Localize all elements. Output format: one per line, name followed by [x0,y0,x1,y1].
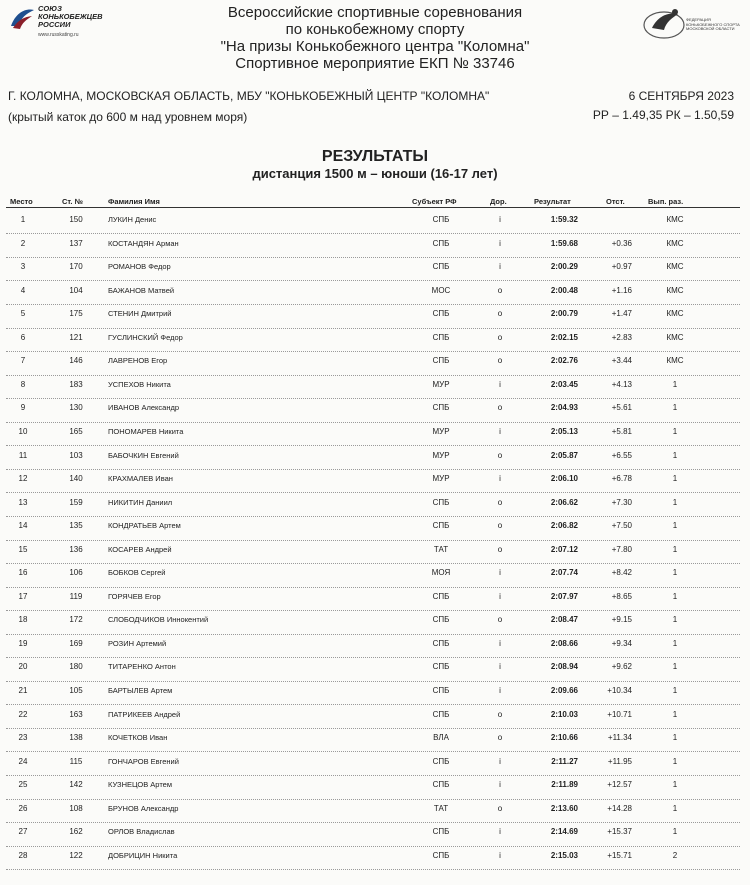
cell-diff: +9.15 [611,615,632,625]
col-rank: Вып. раз. [648,197,684,206]
cell-diff: +2.83 [611,332,632,342]
cell-region: ТАТ [433,803,449,813]
cell-rank: 1 [672,403,678,413]
table-row [6,681,740,705]
cell-name: ПАТРИКЕЕВ Андрей [108,709,181,719]
cell-result: 2:08.47 [550,615,578,625]
cell-region: СПБ [432,780,450,790]
cell-rank: 1 [672,474,678,484]
cell-diff: +8.65 [611,591,632,601]
table-row [6,375,740,399]
cell-result: 2:06.82 [550,521,578,531]
event-title-line2: по конькобежному спорту [285,21,465,38]
cell-name: УСПЕХОВ Никита [108,379,171,389]
cell-place: 26 [18,803,28,813]
cell-place: 15 [18,544,28,554]
table-row [6,210,740,234]
cell-name: КОСТАНДЯН Арман [108,238,179,248]
cell-num: 115 [69,756,83,766]
cell-region: МУР [432,474,450,484]
cell-result: 2:03.45 [550,379,578,389]
cell-region: МОЯ [431,568,451,578]
cell-region: СПБ [432,309,450,319]
cell-num: 159 [69,497,83,507]
table-row [6,446,740,470]
cell-diff: +0.97 [611,262,632,272]
cell-place: 25 [18,780,28,790]
header-divider [6,207,740,208]
table-row [6,351,740,375]
cell-diff: +8.42 [611,568,632,578]
cell-lane: o [497,497,503,507]
cell-region: СПБ [432,615,450,625]
cell-num: 142 [69,780,83,790]
table-row [6,257,740,281]
cell-place: 12 [18,474,28,484]
federation-logo [642,6,742,42]
table-row [6,540,740,564]
col-result: Результат [534,197,571,206]
cell-result: 2:08.94 [550,662,578,672]
cell-rank: 1 [672,686,678,695]
cell-name: СЛОБОДЧИКОВ Иннокентий [108,615,209,625]
cell-rank: 1 [672,591,678,601]
cell-diff: +15.37 [607,827,632,837]
cell-place: 6 [20,332,26,342]
cell-name: БАЖАНОВ Матвей [108,285,175,295]
cell-place: 4 [20,285,26,295]
cell-result: 2:07.12 [550,544,578,554]
cell-num: 169 [69,638,83,648]
cell-rank: КМС [666,215,684,224]
cell-region: СПБ [432,332,450,342]
cell-place: 24 [18,756,28,766]
cell-num: 119 [69,591,83,601]
cell-region: ВЛА [433,733,449,743]
cell-diff: +7.30 [611,497,632,507]
cell-place: 2 [20,238,26,248]
cell-rank: 1 [672,568,678,578]
cell-rank: КМС [666,332,684,342]
cell-rank: 1 [672,426,678,436]
cell-lane: o [497,544,503,554]
cell-lane: i [499,568,501,578]
cell-rank: 1 [672,803,678,813]
table-row [6,328,740,352]
cell-result: 2:05.87 [550,450,578,460]
cell-region: МУР [432,450,450,460]
cell-place: 23 [18,733,28,743]
table-row [6,705,740,729]
cell-diff: +1.16 [611,285,632,295]
cell-result: 2:02.15 [550,332,578,342]
results-title: РЕЗУЛЬТАТЫ [321,148,429,165]
cell-name: ТИТАРЕНКО Антон [108,662,176,672]
cell-name: БАБОЧКИН Евгений [108,450,179,460]
cell-result: 2:00.79 [550,309,578,319]
federation-text: ФЕДЕРАЦИЯ КОНЬКОБЕЖНОГО СПОРТА МОСКОВСКОЙ ОБЛАСТИ [686,17,740,31]
cell-rank: КМС [666,356,684,366]
cell-place: 19 [18,638,28,648]
cell-name: КОНДРАТЬЕВ Артем [108,521,181,531]
cell-lane: o [497,285,503,295]
table-row [6,775,740,799]
cell-result: 2:04.93 [550,403,578,413]
col-diff: Отст. [606,197,625,206]
cell-name: КРАХМАЛЕВ Иван [108,474,173,484]
cell-rank: 1 [672,521,678,531]
table-row [6,728,740,752]
cell-result: 2:11.89 [551,780,578,790]
cell-num: 180 [69,662,83,672]
cell-result: 2:06.10 [550,474,578,484]
cell-region: СПБ [432,238,450,248]
cell-diff: +12.57 [607,780,632,790]
cell-diff: +6.78 [611,474,632,484]
cell-place: 8 [20,379,26,389]
cell-place: 3 [20,262,26,272]
cell-diff: +5.61 [611,403,632,413]
cell-diff: +4.13 [611,379,632,389]
cell-lane: o [497,803,503,813]
cell-result: 2:11.27 [551,756,578,766]
cell-lane: o [497,450,503,460]
table-row [6,846,740,870]
cell-result: 2:07.97 [550,591,578,601]
table-row [6,398,740,422]
cell-num: 104 [69,285,83,295]
cell-lane: i [499,379,501,389]
col-lane: Дор. [490,197,507,206]
table-row [6,657,740,681]
table-row [6,234,740,258]
logo-left-url: www.russkating.ru [38,32,79,38]
table-row [6,493,740,517]
cell-rank: КМС [666,238,684,248]
results-subtitle: дистанция 1500 м – юноши (16-17 лет) [252,166,498,181]
cell-rank: 1 [672,756,678,766]
cell-result: 2:09.66 [550,686,578,695]
cell-place: 14 [18,521,28,531]
federation-skater-icon [642,6,686,40]
table-row [6,799,740,823]
cell-rank: 1 [672,615,678,625]
cell-place: 16 [18,568,28,578]
cell-diff: +10.71 [607,709,632,719]
cell-region: СПБ [432,709,450,719]
cell-result: 2:15.03 [550,850,578,860]
cell-result: 2:14.69 [550,827,578,837]
cell-lane: i [499,827,501,837]
cell-rank: 1 [672,638,678,648]
cell-place: 7 [20,356,26,366]
table-row [6,422,740,446]
cell-rank: 1 [672,497,678,507]
cell-place: 28 [18,850,28,860]
cell-region: СПБ [432,497,450,507]
cell-diff: +9.34 [611,638,632,648]
cell-region: СПБ [432,756,450,766]
cell-diff: +14.28 [607,803,632,813]
venue-rink: (крытый каток до 600 м над уровнем моря) [8,110,248,124]
cell-result: 1:59.32 [550,215,578,224]
cell-name: КУЗНЕЦОВ Артем [108,780,172,790]
cell-region: СПБ [432,262,450,272]
cell-lane: i [499,850,501,860]
cell-lane: o [497,709,503,719]
cell-result: 2:06.62 [550,497,578,507]
cell-num: 136 [69,544,83,554]
cell-place: 22 [18,709,28,719]
cell-diff: +3.44 [611,356,632,366]
cell-region: СПБ [432,521,450,531]
cell-place: 9 [20,403,26,413]
table-row [6,281,740,305]
cell-result: 2:10.66 [550,733,578,743]
cell-rank: КМС [666,309,684,319]
cell-place: 10 [18,426,28,436]
cell-rank: 1 [672,780,678,790]
cell-place: 20 [18,662,28,672]
cell-name: БОБКОВ Сергей [108,568,166,578]
table-row [6,469,740,493]
cell-lane: i [499,662,501,672]
cell-diff: +7.80 [611,544,632,554]
cell-lane: i [499,686,501,695]
cell-lane: i [499,756,501,766]
cell-num: 183 [69,379,83,389]
cell-place: 13 [18,497,28,507]
col-place: Место [10,197,33,206]
event-title-line4: Спортивное мероприятие ЕКП № 33746 [235,55,515,72]
cell-diff: +11.95 [607,756,632,766]
cell-diff: +7.50 [611,521,632,531]
cell-lane: o [497,403,503,413]
table-row [6,634,740,658]
cell-result: 2:10.03 [550,709,578,719]
cell-num: 135 [69,521,83,531]
cell-name: ГОРЯЧЕВ Егор [108,591,161,601]
cell-region: СПБ [432,850,450,860]
cell-num: 150 [69,215,83,224]
cell-rank: 1 [672,662,678,672]
cell-rank: 1 [672,544,678,554]
cell-result: 2:07.74 [550,568,578,578]
cell-num: 172 [69,615,83,625]
venue-location: Г. КОЛОМНА, МОСКОВСКАЯ ОБЛАСТЬ, МБУ "КОНЬКОБЕЖНЫЙ ЦЕНТР "КОЛОМНА" [8,89,490,103]
cell-result: 2:08.66 [550,638,578,648]
table-row [6,516,740,540]
cell-place: 21 [18,686,28,695]
track-records: РР – 1.49,35 РК – 1.50,59 [592,108,734,122]
cell-lane: o [497,521,503,531]
event-title-line3: "На призы Конькобежного центра "Коломна" [220,38,530,55]
cell-num: 162 [69,827,83,837]
cell-num: 103 [69,450,83,460]
cell-region: СПБ [432,591,450,601]
cell-region: СПБ [432,403,450,413]
cell-num: 137 [69,238,83,248]
cell-name: ГУСЛИНСКИЙ Федор [108,332,183,342]
cell-lane: o [497,309,503,319]
cell-rank: 1 [672,827,678,837]
cell-result: 1:59.68 [550,238,578,248]
cell-place: 5 [20,309,26,319]
cell-name: ЛУКИН Денис [108,215,157,224]
cell-name: КОЧЕТКОВ Иван [108,733,168,743]
cell-num: 146 [69,356,83,366]
table-row [6,822,740,846]
skating-union-logo [8,4,113,44]
cell-name: ОРЛОВ Владислав [108,827,175,837]
cell-region: МУР [432,426,450,436]
cell-rank: 1 [672,733,678,743]
col-name: Фамилия Имя [108,197,160,206]
table-row [6,304,740,328]
cell-num: 165 [69,426,83,436]
cell-place: 1 [20,215,26,224]
cell-region: СПБ [432,356,450,366]
cell-result: 2:02.76 [550,356,578,366]
cell-num: 108 [69,803,83,813]
cell-result: 2:00.29 [550,262,578,272]
table-row [6,752,740,776]
cell-lane: i [499,591,501,601]
cell-num: 138 [69,733,83,743]
cell-rank: 1 [672,379,678,389]
cell-diff: +5.81 [611,426,632,436]
cell-lane: i [499,238,501,248]
cell-diff: +1.47 [611,309,632,319]
cell-region: СПБ [432,686,450,695]
skater-logo-icon [8,6,36,32]
cell-region: СПБ [432,827,450,837]
cell-lane: o [497,615,503,625]
cell-rank: 1 [672,450,678,460]
cell-diff: +9.62 [611,662,632,672]
cell-name: КОСАРЕВ Андрей [108,544,172,554]
cell-name: ДОБРИЦИН Никита [108,850,178,860]
cell-num: 170 [69,262,83,272]
cell-place: 18 [18,615,28,625]
cell-diff: +15.71 [607,850,632,860]
table-row [6,610,740,634]
cell-name: СТЕНИН Дмитрий [108,309,172,319]
cell-num: 130 [69,403,83,413]
cell-name: ПОНОМАРЕВ Никита [108,426,184,436]
cell-diff: +6.55 [611,450,632,460]
cell-diff: +10.34 [607,686,632,695]
cell-region: СПБ [432,638,450,648]
cell-name: ГОНЧАРОВ Евгений [108,756,179,766]
cell-lane: o [497,356,503,366]
cell-result: 2:05.13 [550,426,578,436]
cell-name: ИВАНОВ Александр [108,403,180,413]
event-title-line1: Всероссийские спортивные соревнования [227,4,523,21]
cell-rank: КМС [666,285,684,295]
cell-num: 106 [69,568,83,578]
cell-lane: i [499,215,501,224]
cell-lane: i [499,780,501,790]
cell-region: МУР [432,379,450,389]
cell-lane: o [497,733,503,743]
cell-region: СПБ [432,215,450,224]
cell-num: 163 [69,709,83,719]
cell-region: ТАТ [433,544,449,554]
col-num: Ст. № [62,197,83,206]
cell-name: РОЗИН Артемий [108,638,167,648]
cell-place: 11 [18,450,28,460]
cell-num: 105 [69,686,83,695]
cell-lane: i [499,262,501,272]
cell-num: 121 [69,332,83,342]
cell-place: 17 [18,591,28,601]
cell-name: БАРТЫЛЕВ Артем [108,686,173,695]
event-date: 6 СЕНТЯБРЯ 2023 [628,89,734,103]
cell-rank: 2 [672,850,678,860]
cell-name: БРУНОВ Александр [108,803,179,813]
table-row [6,563,740,587]
table-row [6,587,740,611]
cell-region: СПБ [432,662,450,672]
cell-region: МОС [431,285,451,295]
cell-name: НИКИТИН Даниил [108,497,173,507]
cell-name: ЛАВРЕНОВ Егор [108,356,168,366]
cell-result: 2:13.60 [550,803,578,813]
cell-lane: i [499,474,501,484]
cell-rank: КМС [666,262,684,272]
cell-lane: i [499,638,501,648]
cell-result: 2:00.48 [550,285,578,295]
col-region: Субъект РФ [412,197,457,206]
cell-num: 175 [69,309,83,319]
cell-diff: +11.34 [607,733,632,743]
cell-lane: i [499,426,501,436]
logo-left-text: СОЮЗ КОНЬКОБЕЖЦЕВ РОССИИ [38,4,103,29]
cell-place: 27 [18,827,28,837]
cell-num: 122 [69,850,83,860]
cell-diff: +0.36 [611,238,632,248]
cell-num: 140 [69,474,83,484]
cell-name: РОМАНОВ Федор [108,262,171,272]
cell-rank: 1 [672,709,678,719]
cell-lane: o [497,332,503,342]
